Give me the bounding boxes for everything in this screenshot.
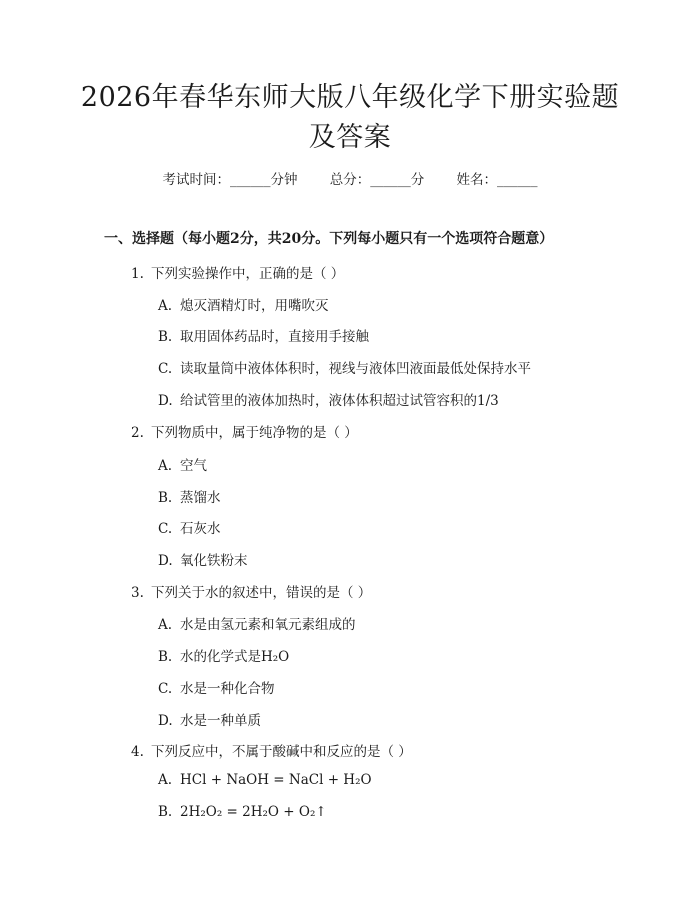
option-text: 空气 [180,458,207,474]
total-score-field: 总分：______分 [329,172,425,188]
title-line-2: 及答案 [308,122,392,153]
option-3-d [158,709,261,729]
name-field: 姓名：______ [456,172,538,188]
option-4-a [158,772,372,788]
question-text: 下列关于水的叙述中，错误的是（ ） [151,585,372,601]
section-heading: 一、选择题（每小题2分，共20分。下列每小题只有一个选项符合题意） [104,231,554,247]
option-letter: A. [158,617,173,633]
option-letter: B. [158,804,173,820]
option-letter: C. [158,361,173,377]
option-letter: A. [158,772,173,788]
option-letter: D. [158,713,173,729]
question-number: 2. [131,425,144,441]
option-text: 读取量筒中液体体积时，视线与液体凹液面最低处保持水平 [180,361,531,377]
option-letter: D. [158,393,173,409]
exam-time-field: 考试时间：______分钟 [162,172,298,188]
option-2-a [158,454,207,474]
question-2 [131,421,358,441]
option-letter: A. [158,458,173,474]
option-letter: C. [158,521,173,537]
option-1-a [158,294,329,314]
option-text: 水是由氢元素和氧元素组成的 [180,617,356,633]
option-1-c [158,357,531,377]
option-text: 给试管里的液体加热时，液体体积超过试管容积的1/3 [180,393,499,409]
option-letter: C. [158,681,173,697]
exam-info-row [0,168,700,188]
option-letter: B. [158,490,173,506]
question-text: 下列物质中，属于纯净物的是（ ） [151,425,358,441]
question-3 [131,581,371,601]
option-3-b [158,645,289,665]
option-letter: D. [158,553,173,569]
option-2-d [158,549,248,569]
option-3-a [158,613,356,633]
option-text: 氧化铁粉末 [180,553,248,569]
option-text: 熄灭酒精灯时，用嘴吹灭 [180,298,329,314]
question-number: 1. [131,266,144,282]
option-text: 水的化学式是H₂O [180,649,290,665]
option-text: HCl + NaOH = NaCl + H₂O [180,772,372,788]
option-1-d [158,389,499,409]
option-2-b [158,486,221,506]
option-1-b [158,325,369,345]
question-1 [131,262,344,282]
question-number: 4. [131,744,144,760]
title-line-1: 2026年春华东师大版八年级化学下册实验题 [80,82,620,113]
option-text: 蒸馏水 [180,490,221,506]
option-text: 水是一种单质 [180,713,261,729]
option-4-b [158,804,327,820]
question-number: 3. [131,585,144,601]
page-title [60,78,640,158]
question-4 [131,740,412,760]
option-2-c [158,517,221,537]
option-text: 石灰水 [180,521,221,537]
question-text: 下列反应中，不属于酸碱中和反应的是（ ） [151,744,412,760]
option-3-c [158,677,275,697]
option-letter: B. [158,649,173,665]
option-text: 2H₂O₂ = 2H₂O + O₂↑ [180,804,327,820]
option-text: 水是一种化合物 [180,681,275,697]
option-text: 取用固体药品时，直接用手接触 [180,329,369,345]
question-text: 下列实验操作中，正确的是（ ） [151,266,345,282]
option-letter: B. [158,329,173,345]
option-letter: A. [158,298,173,314]
